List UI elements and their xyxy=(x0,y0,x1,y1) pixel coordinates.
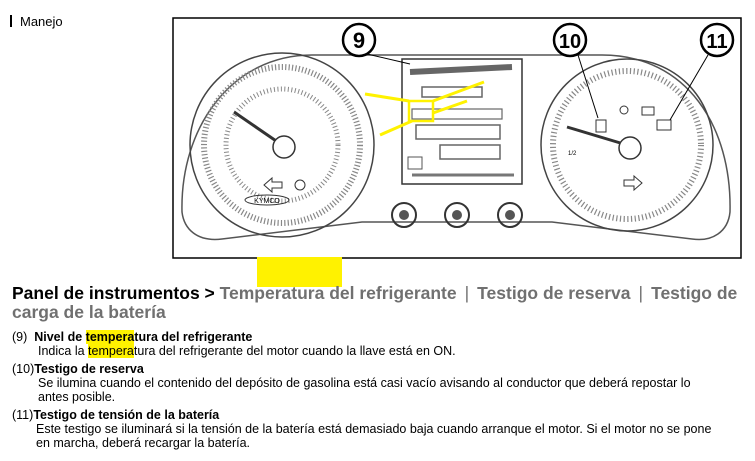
header-bar xyxy=(10,15,12,27)
section-header xyxy=(10,14,63,29)
item-10 xyxy=(12,362,691,404)
svg-text:11: 11 xyxy=(706,31,728,53)
title-part-2-hl: Tempera xyxy=(219,283,292,303)
item-description-cont: antes posible. xyxy=(38,390,116,404)
title-part-4: Testigo de carga de la batería xyxy=(12,283,738,322)
title-part-3: Testigo de reserva xyxy=(477,283,631,303)
title-part-1: Panel de instrumentos > xyxy=(12,283,220,303)
item-description: Indica la temperatura del refrigerante del motor cuando la llave está en ON. xyxy=(38,344,456,358)
item-description-cont: en marcha, deberá recargar la batería. xyxy=(36,436,251,450)
item-heading: Testigo de reserva xyxy=(34,362,144,376)
section-label: Manejo xyxy=(20,14,63,29)
item-9 xyxy=(12,330,456,358)
item-description: Este testigo se iluminará si la tensión de la batería está demasiado baja cuando arranque el motor. Si el motor no se pone xyxy=(36,422,712,436)
item-number: (11) xyxy=(12,408,34,422)
item-heading: Nivel de temperatura del refrigerante xyxy=(34,330,253,344)
gauge-half-label: 1/2 xyxy=(568,151,577,157)
title-separator: | xyxy=(638,283,644,303)
page-title xyxy=(12,284,742,322)
title-separator: | xyxy=(464,283,470,303)
item-11 xyxy=(12,408,711,450)
brand-text: KYMCO xyxy=(254,198,280,205)
item-heading: Testigo de tensión de la batería xyxy=(33,408,220,422)
item-number: (9) xyxy=(12,330,28,344)
svg-text:10: 10 xyxy=(558,31,582,53)
instrument-panel-illustration xyxy=(172,17,742,259)
item-number: (10) xyxy=(12,362,35,376)
svg-text:9: 9 xyxy=(352,28,366,53)
title-part-2-rest: tura del refrigerante xyxy=(291,283,457,303)
item-description: Se ilumina cuando el contenido del depósito de gasolina está casi vacío avisando al conductor que deberá repostar lo xyxy=(38,376,691,390)
